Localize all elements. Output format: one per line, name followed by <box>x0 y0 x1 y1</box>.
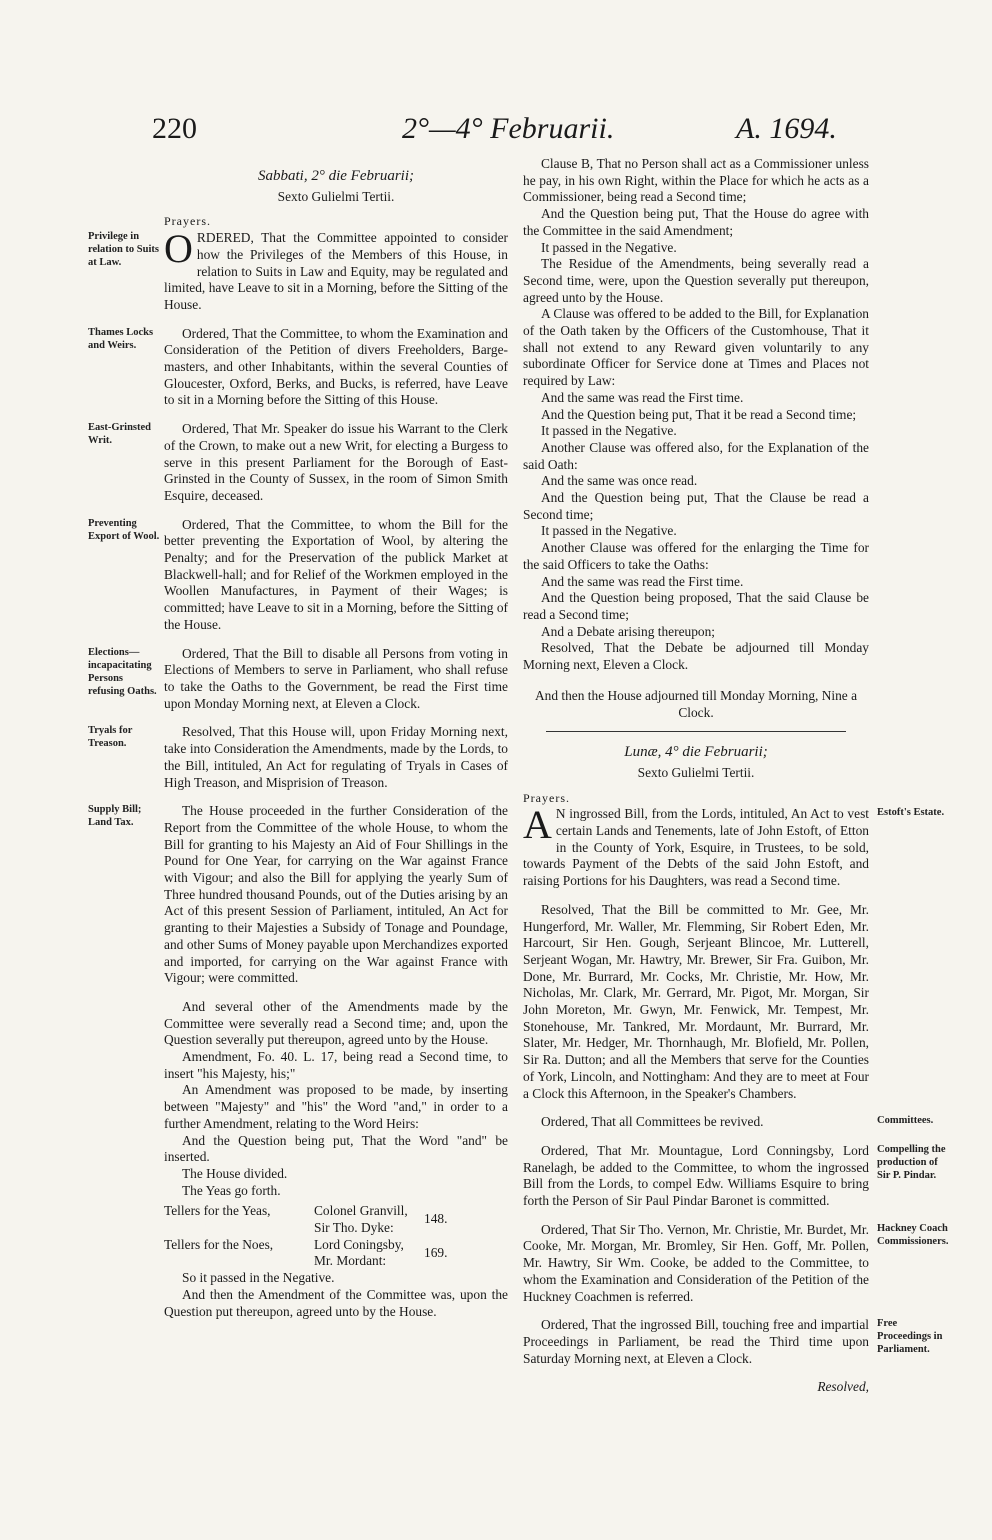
drop-cap: O <box>164 226 193 272</box>
entry-text <box>523 1317 869 1367</box>
teller-no-2: Mr. Mordant: <box>314 1253 387 1269</box>
paragraph: And the same was read the First time. <box>541 389 744 405</box>
margin-note: Committees. <box>877 1115 934 1127</box>
margin-note: Tryals for Treason. <box>88 725 133 750</box>
entry-text <box>523 802 869 890</box>
entry <box>88 226 508 314</box>
entry-text <box>523 902 869 1102</box>
entry <box>88 645 508 713</box>
margin-note: Compelling the production of Sir P. Pindar. <box>877 1143 946 1181</box>
paragraph: The Residue of the Amendments, being severally read a Second time, were, upon the Question severally put thereupon, agreed unto by the House. <box>523 256 869 305</box>
entry-body: Ordered, That Mr. Speaker do issue his Warrant to the Clerk of the Crown, to make out a new Writ, for electing a Burgess to serve in this present Parliament for the Borough of East-Grinsted in the County of Sussex, in the room of Simon Smith Esquire, deceased. <box>164 421 508 503</box>
paragraph: The House divided. <box>182 1165 288 1181</box>
entry-text <box>164 421 508 505</box>
paragraph: Clause B, That no Person shall act as a Commissioner unless he pay, in his own Right, within the Place for which he acts as a Commissioner, being read a Second time; <box>523 156 869 205</box>
entry-body: N ingrossed Bill, from the Lords, intituled, An Act to vest certain Lands and Tenements, late of John Estoft, of Etton in the County of York, Esquire, in Trustees, to be sold, towards Payment of the Debts of the said John Estoft, and raising Portions for his Daughters, was read a Second time. <box>523 806 869 889</box>
entry-body: Ordered, That the Committee, to whom the Bill for the better preventing the Exportation of Wool, by altering the Penalty; and for the Preservation of the publick Market at Blackwell-hall; and for Relief of the Workmen employed in the Woollen Manufactures, in Payment of their Wages; is committed; have Leave to sit in a Morning, before the Sitting of the House. <box>164 516 508 632</box>
margin-note: Free Proceedings in Parliament. <box>877 1318 943 1356</box>
left-paragraphs <box>164 999 508 1199</box>
entry <box>523 1221 949 1306</box>
entry <box>88 803 508 987</box>
margin-note: Elections—incapacitating Persons refusing Oaths. <box>88 646 157 697</box>
entry-body: Ordered, That the Committee, to whom the Examination and Consideration of the Petition of divers Freeholders, Barge-masters, and other Inhabitants, within the several Counties of Gloucester, Oxford, Berks, and Bucks, is referred, have Leave to sit in a Morning before the Sitting of this House. <box>164 325 508 408</box>
left-entries <box>88 226 508 987</box>
margin-note: East-Grinsted Writ. <box>88 422 151 447</box>
entry <box>523 902 869 1102</box>
paragraph: So it passed in the Negative. <box>182 1270 335 1286</box>
right-entries <box>523 802 949 1367</box>
paragraph: A Clause was offered to be added to the Bill, for Explanation of the Oath taken by the Officers of the Customhouse, That it shall not extend to any Reward given voluntarily to any subordinate Officer for Service done at Times and Places not required by Law: <box>523 306 869 389</box>
entry <box>523 802 945 890</box>
reign-line: Sexto Gulielmi Tertii. <box>277 188 395 204</box>
paragraph: And the Question being put, That it be read a Second time; <box>541 406 857 422</box>
paragraph: Amendment, Fo. 40. L. 17, being read a Second time, to insert "his Majesty, his;" <box>164 1049 508 1081</box>
running-title: 2°—4° Februarii. <box>402 112 615 145</box>
paragraph: An Amendment was proposed to be made, by inserting between "Majesty" and "his" the Word "and," in order to a further Amendment, relating to the Word Heirs: <box>164 1082 508 1131</box>
prayers-label-2: Prayers. <box>523 790 570 805</box>
entry-body: The House proceeded in the further Consideration of the Report from the Committee of the whole House, to whom the Bill for granting to his Majesty an Aid of Four Shillings in the Pound for One Year, for carrying on the War against France with Vigour; and also the Bill for applying the yearly Sum of Three hundred thousand Pounds, out of the Duties arising by an Act of this present Session of Parliament, intituled, An Act for granting to their Majesties a Subsidy of Tonage and Poundage, and other Sums of Money payable upon Merchandizes exported and imported, for carrying on the War against France with Vigour; were committed. <box>164 803 508 986</box>
page-header <box>0 112 992 152</box>
tellers-noes-count: 169. <box>424 1244 448 1260</box>
entry-text <box>164 326 508 410</box>
entry-body: Ordered, That Sir Tho. Vernon, Mr. Christie, Mr. Burdet, Mr. Cooke, Mr. Morgan, Mr. Bromley, Sir Hen. Goff, Mr. Pollen, Mr. Hawtry, Sir Wm. Cooke, be added to the Committee, to whom the Examination and Consideration of the Petition of the Huckney Coachmen is referred. <box>523 1221 869 1304</box>
reign-line-2: Sexto Gulielmi Tertii. <box>637 764 755 780</box>
paragraph: It passed in the Negative. <box>541 239 677 255</box>
entry-text <box>523 1114 869 1131</box>
day-heading: Sabbati, 2° die Februarii; <box>258 168 414 184</box>
entry-text <box>164 803 508 987</box>
entry-text <box>164 724 508 791</box>
tellers-yeas-names <box>314 1203 424 1236</box>
paragraph: And the Question being proposed, That the said Clause be read a Second time; <box>523 590 869 622</box>
drop-cap: A <box>523 802 552 848</box>
margin-note: Hackney Coach Commissioners. <box>877 1222 949 1247</box>
entry-text <box>164 226 508 314</box>
left-column <box>88 156 508 1320</box>
page-number: 220 <box>152 112 197 145</box>
margin-note: Privilege in relation to Suits at Law. <box>88 231 159 269</box>
tellers-noes-names <box>314 1237 424 1270</box>
entry-text <box>523 1222 869 1306</box>
adjournment: And then the House adjourned till Monday Morning, Nine a Clock. <box>534 687 858 720</box>
tellers-yeas-count: 148. <box>424 1211 448 1227</box>
paragraph: The Yeas go forth. <box>182 1182 281 1198</box>
entry-body: Ordered, That all Committees be revived. <box>541 1114 764 1130</box>
paragraph: And the Question being put, That the Clause be read a Second time; <box>523 490 869 522</box>
margin-note: Thames Locks and Weirs. <box>88 326 154 351</box>
paragraph: It passed in the Negative. <box>541 423 677 439</box>
tellers-noes-label: Tellers for the Noes, <box>164 1236 274 1252</box>
paragraph: It passed in the Negative. <box>541 523 677 539</box>
margin-note: Estoft's Estate. <box>877 807 945 819</box>
paragraph: And the Question being put, That the Word "and" be inserted. <box>164 1132 508 1165</box>
entry-body: RDERED, That the Committee appointed to consider how the Privileges of the Members of this House, in relation to Suits in Law and Equity, may be regulated and limited, have Leave to sit in a Morning, before the Sitting of the House. <box>164 230 508 312</box>
right-top-paragraphs <box>523 156 869 674</box>
paragraph: And the same was once read. <box>541 473 698 489</box>
margin-note: Preventing Export of Wool. <box>88 517 160 542</box>
paragraph: And the Question being put, That the House do agree with the Committee in the said Amendment; <box>523 206 869 238</box>
right-column <box>523 156 949 1396</box>
entry-body: Resolved, That the Bill be committed to Mr. Gee, Mr. Hungerford, Mr. Waller, Mr. Flemming, Sir Robert Eden, Mr. Harcourt, Sir Hen. Gough, Serjeant Blincoe, Mr. Lutterell, Serjeant Wogan, Mr. Hawtry, Mr. Brewer, Sir Fra. Guibon, Mr. Done, Mr. Burrard, Mr. Cocks, Mr. Christie, Mr. How, Mr. Nicholas, Mr. Clark, Mr. Gerrard, Mr. Pigot, Mr. Morgan, Sir John Moreton, Mr. Gwyn, Mr. Fenwick, Mr. Tempest, Mr. Stonehouse, Mr. Tankred, Mr. Mordaunt, Mr. Burrard, Mr. Slater, Mr. Hedger, Mr. Thornhaugh, Mr. Blofield, Mr. Pollen, Sir Ra. Dutton; and all the Members that serve for the Counties of York, Lincoln, and Nottingham: And they are to meet at Four a Clock this Afternoon, in the Speaker's Chambers. <box>523 901 869 1101</box>
entry-body: Ordered, That the Bill to disable all Persons from voting in Elections of Members to serve in Parliament, who shall refuse to take the Oaths to the Government, be read the First time upon Monday Morning next, at Eleven a Clock. <box>164 645 508 711</box>
entry <box>88 724 508 791</box>
catchword: Resolved, <box>817 1379 869 1395</box>
paragraph: Another Clause was offered also, for the Explanation of the said Oath: <box>523 439 869 472</box>
paragraph: And several other of the Amendments made by the Committee were severally read a Second time; and, upon the Question severally put thereupon, agreed unto by the House. <box>164 998 508 1048</box>
entry <box>523 1142 946 1210</box>
teller-yea-1: Colonel Granvill, <box>314 1203 408 1219</box>
entry-text <box>164 646 508 713</box>
teller-no-1: Lord Coningsby, <box>314 1236 404 1252</box>
paragraph: Resolved, That the Debate be adjourned till Monday Morning next, Eleven a Clock. <box>523 640 869 673</box>
entry-body: Ordered, That the ingrossed Bill, touching free and impartial Proceedings in Parliament, be read the Third time upon Saturday Morning next, at Eleven a Clock. <box>523 1317 869 1366</box>
entry-text <box>523 1143 869 1210</box>
entry-text <box>164 517 508 634</box>
entry <box>88 325 508 410</box>
tellers-yeas-label: Tellers for the Yeas, <box>164 1203 271 1219</box>
prayers-label: Prayers. <box>164 214 211 229</box>
tellers-table <box>164 1203 508 1270</box>
entry <box>88 421 508 505</box>
entry-body: Resolved, That this House will, upon Friday Morning next, take into Consideration the Amendments, made by the Lords, to the Bill, intituled, An Act for regulating of Tryals in Cases of High Treason, and Misprision of Treason. <box>164 724 508 790</box>
entry-body: Ordered, That Mr. Mountague, Lord Conningsby, Lord Ranelagh, be added to the Committee, to whom the ingrossed Bill from the Lords, to compel Edw. Williams Esquire to bring forth the Person of Sir Paul Pindar Baronet is committed. <box>523 1142 869 1209</box>
section-rule <box>546 731 846 732</box>
margin-note: Supply Bill; Land Tax. <box>88 804 142 829</box>
paragraph: And a Debate arising thereupon; <box>541 623 716 639</box>
entry <box>88 516 508 634</box>
page-year: A. 1694. <box>736 112 837 145</box>
entry <box>523 1114 934 1131</box>
paragraph: Another Clause was offered for the enlarging the Time for the said Officers to take the Oaths: <box>523 540 869 572</box>
paragraph: And then the Amendment of the Committee was, upon the Question put thereupon, agreed unto by the House. <box>164 1286 508 1319</box>
day-heading-2: Lunæ, 4° die Februarii; <box>624 744 768 761</box>
left-closing <box>164 1270 508 1320</box>
paragraph: And the same was read the First time. <box>541 573 744 589</box>
teller-yea-2: Sir Tho. Dyke: <box>314 1220 394 1236</box>
entry <box>523 1317 943 1367</box>
